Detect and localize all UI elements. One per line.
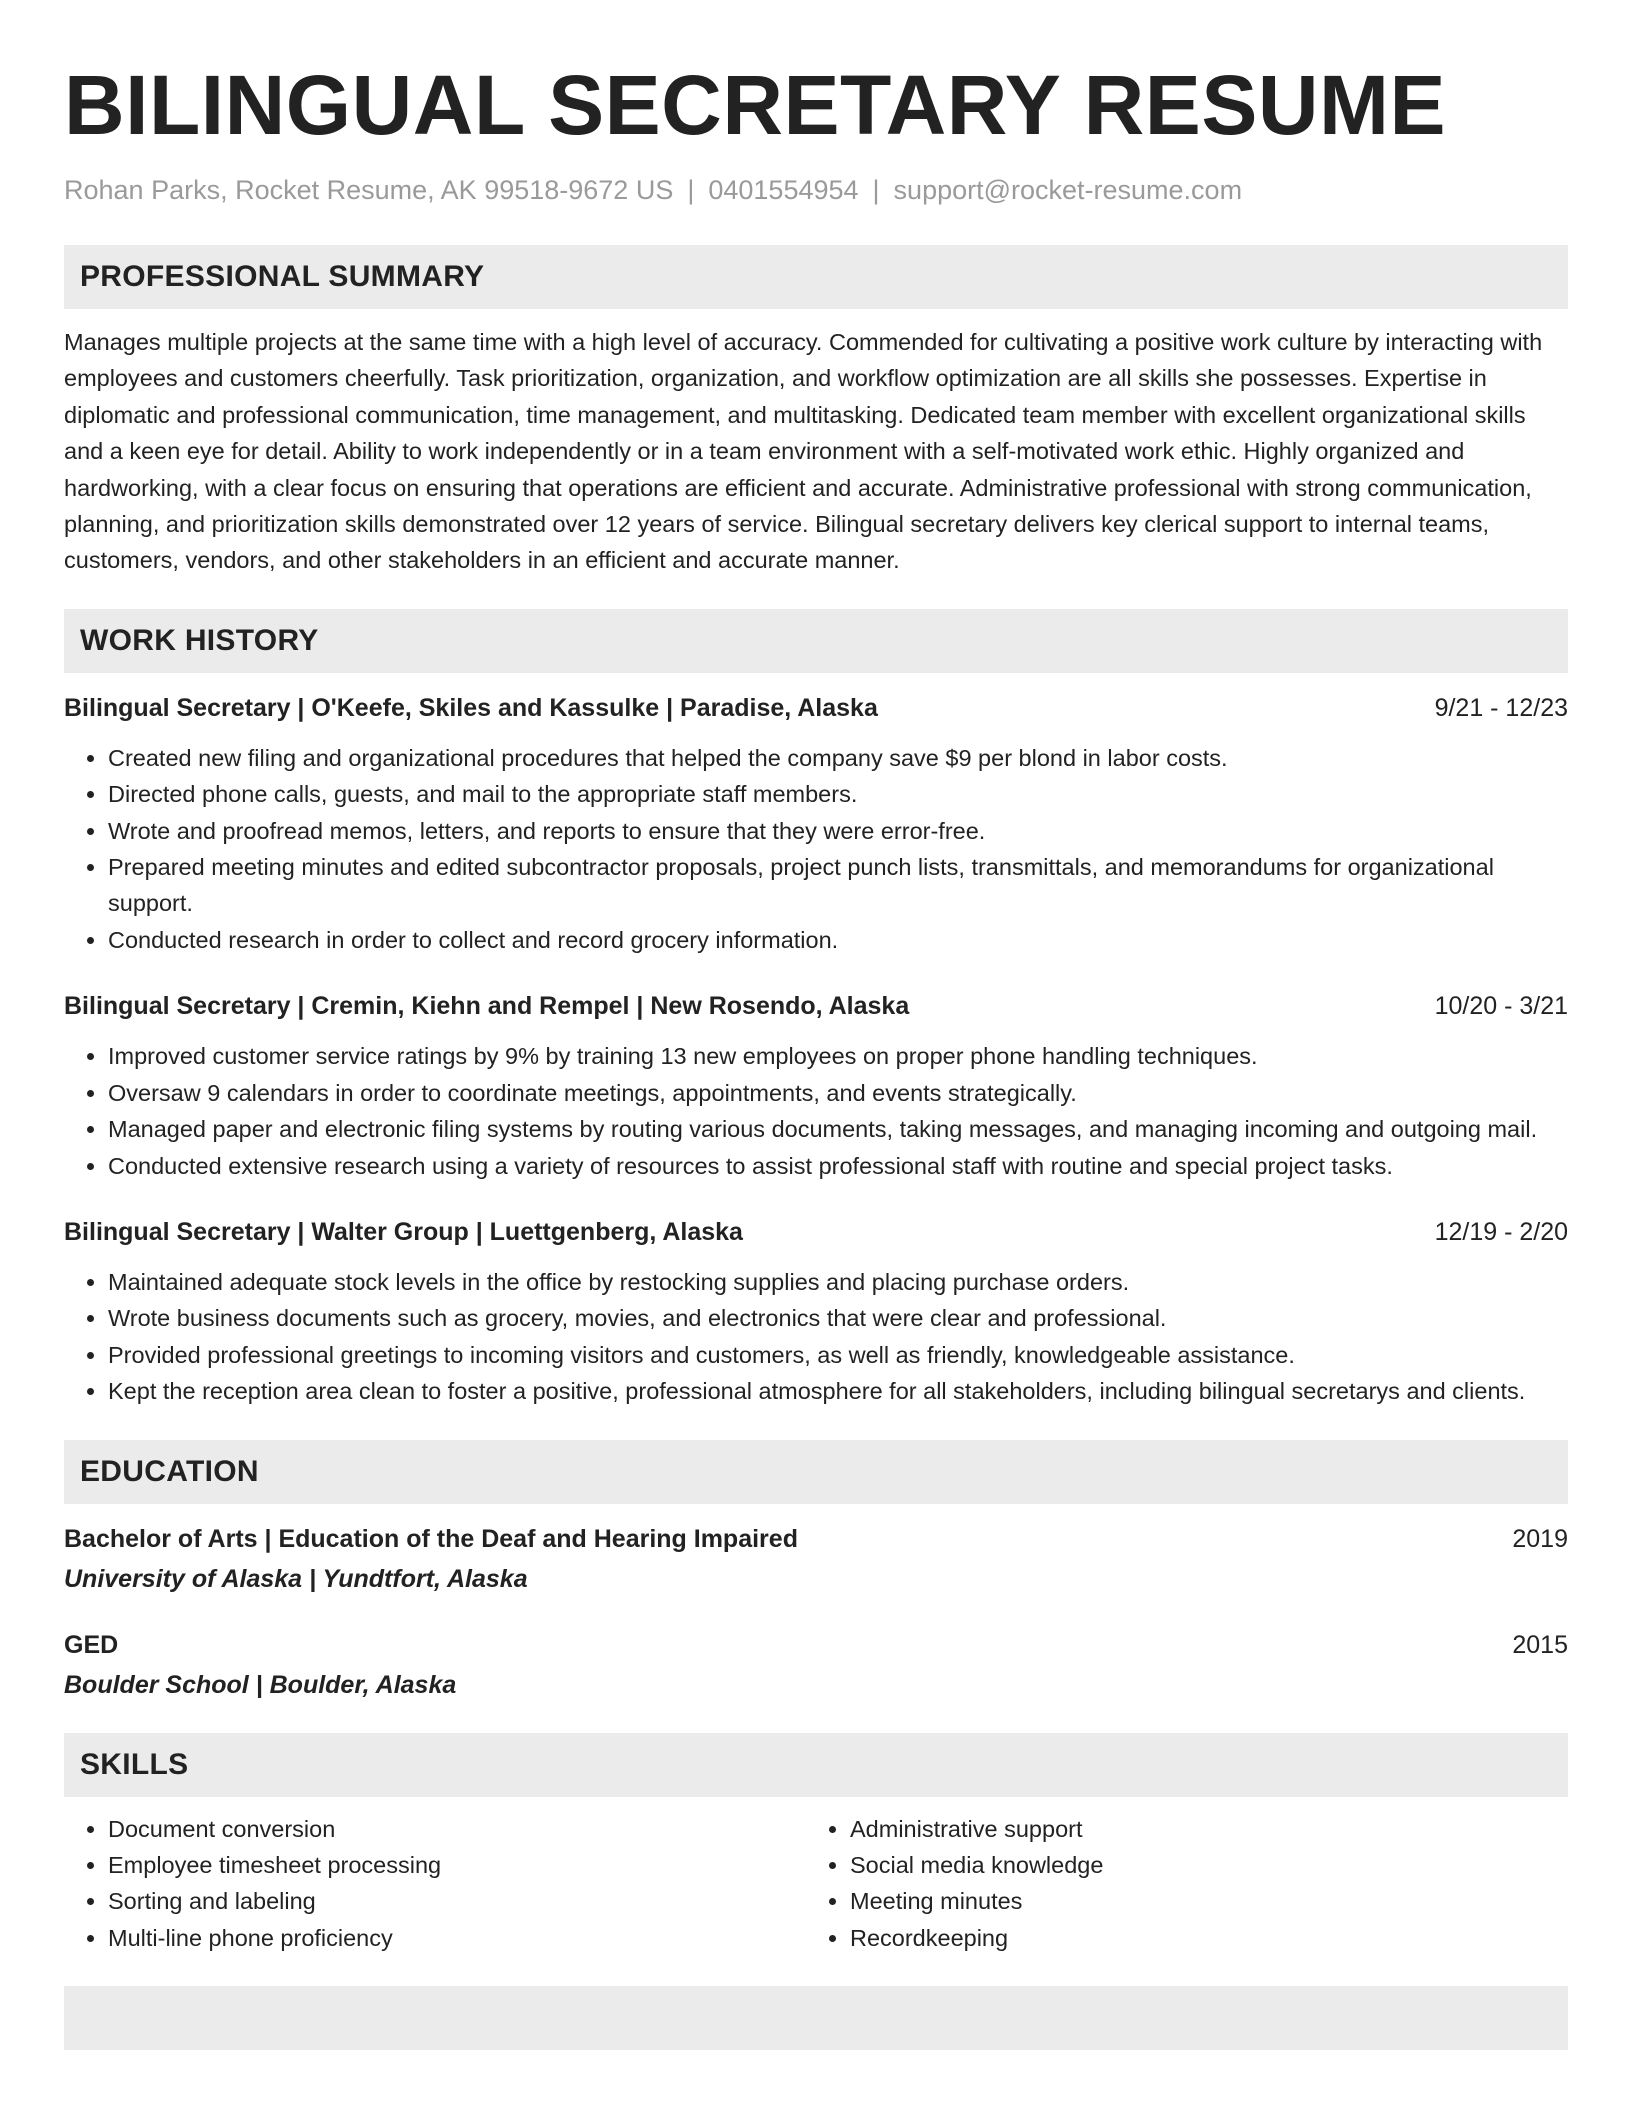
job-bullet: • Kept the reception area clean to foster a positive, professional atmosphere for all stakeholders, including bilingual secretarys and clients. [108, 1373, 1568, 1409]
work-heading: WORK HISTORY [80, 623, 319, 657]
job-bullet: • Provided professional greetings to incoming visitors and customers, as well as friendly, knowledgeable assistance. [108, 1337, 1568, 1373]
job-date: 12/19 - 2/20 [1434, 1217, 1568, 1246]
contact-email[interactable]: support@rocket-resume.com [893, 175, 1243, 205]
education-degree: GED [64, 1630, 119, 1659]
education-entry [64, 1627, 1568, 1703]
education-year: 2015 [1512, 1630, 1568, 1659]
education-school: Boulder School | Boulder, Alaska [64, 1670, 457, 1699]
job-bullet: • Conducted extensive research using a variety of resources to assist professional staff with routine and special project tasks. [108, 1148, 1568, 1184]
skill-item: • Employee timesheet processing [108, 1847, 806, 1883]
job-header [64, 690, 1568, 726]
job-bullet: • Oversaw 9 calendars in order to coordinate meetings, appointments, and events strategically. [108, 1075, 1568, 1111]
job-title: Bilingual Secretary | O'Keefe, Skiles and Kassulke | Paradise, Alaska [64, 693, 878, 722]
job-date: 10/20 - 3/21 [1434, 992, 1568, 1021]
job-header [64, 1214, 1568, 1250]
education-header [64, 1627, 1568, 1663]
skill-item: • Recordkeeping [850, 1920, 1548, 1956]
job-bullet: • Maintained adequate stock levels in the office by restocking supplies and placing purchase orders. [108, 1264, 1568, 1300]
job-title: Bilingual Secretary | Walter Group | Luettgenberg, Alaska [64, 1217, 743, 1246]
skill-item: • Sorting and labeling [108, 1883, 806, 1919]
summary-text: Manages multiple projects at the same time with a high level of accuracy. Commended for cultivating a positive work culture by interacting with employees and customers cheerfully. Task prioritization, organization, and workflow optimization are all skills she possesses. Expertise in diplomatic and professional communication, time management, and multitasking. Dedicated team member with excellent organizational skills and a keen eye for detail. Ability to work independently or in a team environment with a self-motivated work ethic. Highly organized and hardworking, with a clear focus on ensuring that operations are efficient and accurate. Administrative professional with strong communication, planning, and prioritization skills demonstrated over 12 years of service. Bilingual secretary delivers key clerical support to internal teams, customers, vendors, and other stakeholders in an efficient and accurate manner. [64, 329, 1543, 574]
education-heading: EDUCATION [80, 1454, 259, 1488]
skills-heading: SKILLS [80, 1747, 189, 1781]
job-entry [64, 988, 1568, 1184]
summary-heading: PROFESSIONAL SUMMARY [80, 260, 485, 293]
skills-list [64, 1811, 1568, 1957]
contact-separator: | [872, 175, 880, 205]
education-year: 2019 [1512, 1524, 1568, 1553]
job-entry [64, 690, 1568, 958]
contact-separator: | [687, 175, 695, 205]
job-bullet: • Wrote and proofread memos, letters, and reports to ensure that they were error-free. [108, 813, 1568, 849]
job-header [64, 988, 1568, 1024]
job-bullet: • Improved customer service ratings by 9% by training 13 new employees on proper phone handling techniques. [108, 1038, 1568, 1074]
job-bullets [64, 1038, 1568, 1184]
skill-item: • Document conversion [108, 1811, 806, 1847]
skills-section-header [64, 1733, 1568, 1797]
job-bullet: • Directed phone calls, guests, and mail to the appropriate staff members. [108, 776, 1568, 812]
job-bullet: • Conducted research in order to collect and record grocery information. [108, 922, 1568, 958]
skill-item: • Meeting minutes [850, 1883, 1548, 1919]
education-degree: Bachelor of Arts | Education of the Deaf and Hearing Impaired [64, 1524, 798, 1553]
contact-line [64, 173, 1568, 207]
contact-phone: 0401554954 [708, 175, 859, 205]
skills-column-right [806, 1811, 1548, 1957]
skill-item: • Administrative support [850, 1811, 1548, 1847]
work-section-header [64, 609, 1568, 673]
job-bullet: • Prepared meeting minutes and edited subcontractor proposals, project punch lists, transmittals, and memorandums for organizational support. [108, 849, 1568, 922]
education-header [64, 1521, 1568, 1557]
resume-title: BILINGUAL SECRETARY RESUME [64, 58, 1447, 152]
job-entry [64, 1214, 1568, 1410]
skill-item: • Social media knowledge [850, 1847, 1548, 1883]
job-bullets [64, 1264, 1568, 1410]
education-school: University of Alaska | Yundtfort, Alaska [64, 1564, 528, 1593]
summary-section-header [64, 245, 1568, 309]
education-section-header [64, 1440, 1568, 1504]
job-bullets [64, 740, 1568, 958]
skills-column-left [64, 1811, 806, 1957]
job-date: 9/21 - 12/23 [1434, 693, 1568, 722]
education-entry [64, 1521, 1568, 1597]
job-title: Bilingual Secretary | Cremin, Kiehn and Rempel | New Rosendo, Alaska [64, 992, 910, 1021]
next-section-header [64, 1986, 1568, 2050]
skill-item: • Multi-line phone proficiency [108, 1920, 806, 1956]
job-bullet: • Created new filing and organizational procedures that helped the company save $9 per blond in labor costs. [108, 740, 1568, 776]
job-bullet: • Managed paper and electronic filing systems by routing various documents, taking messages, and managing incoming and outgoing mail. [108, 1111, 1568, 1147]
contact-address: Rohan Parks, Rocket Resume, AK 99518-9672 US [64, 175, 674, 205]
job-bullet: • Wrote business documents such as grocery, movies, and electronics that were clear and professional. [108, 1300, 1568, 1336]
